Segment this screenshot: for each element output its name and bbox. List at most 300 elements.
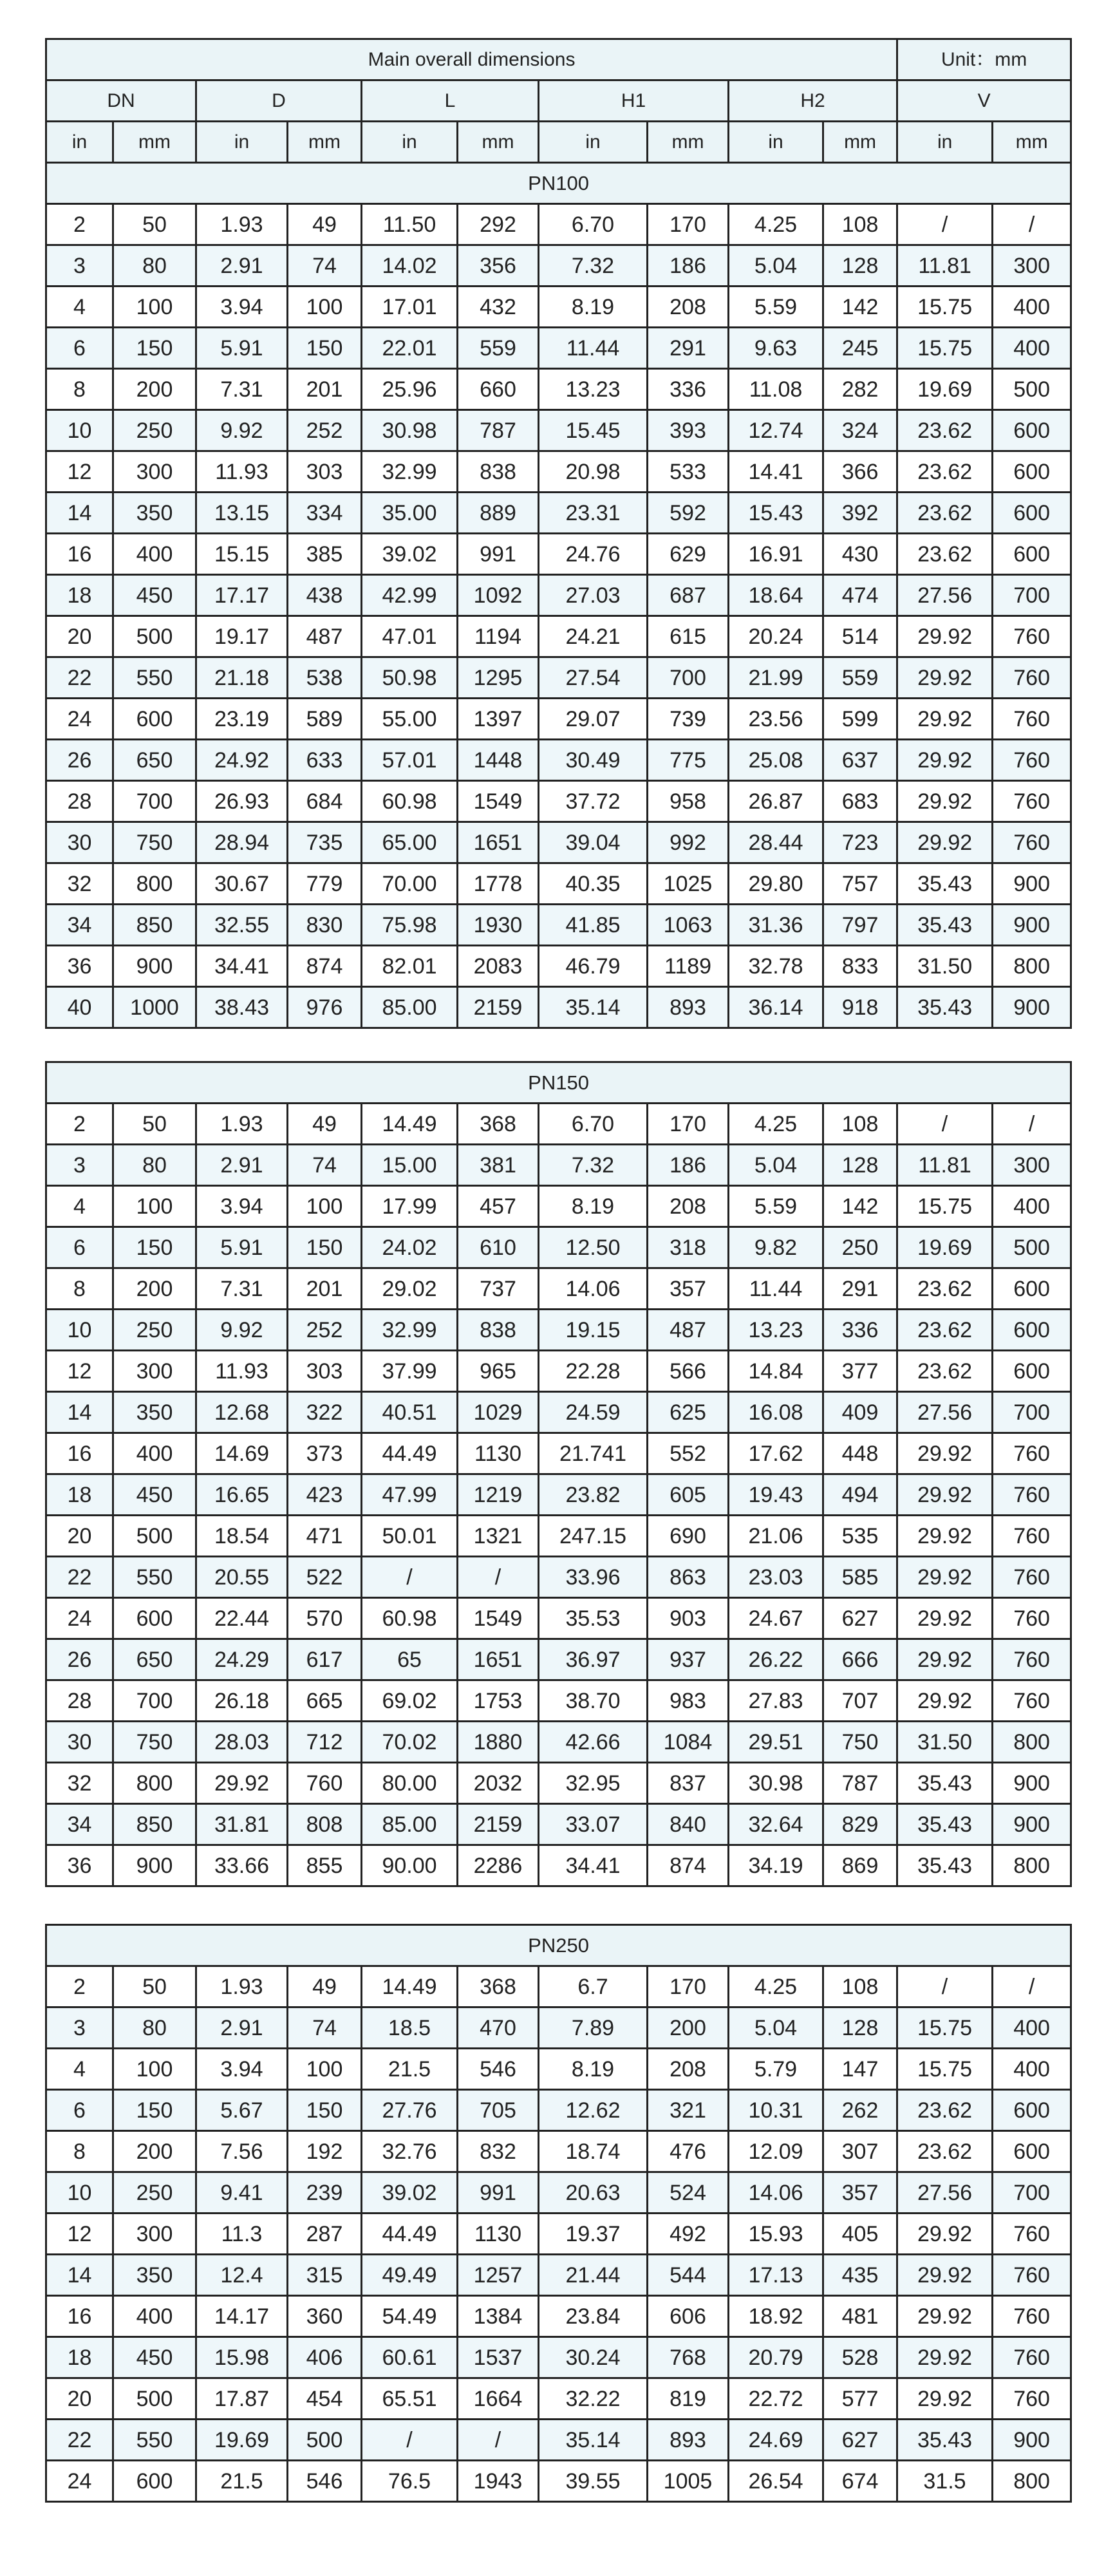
table-cell: 800 bbox=[993, 946, 1071, 987]
table-cell: 760 bbox=[993, 740, 1071, 781]
table-cell: 16.65 bbox=[196, 1474, 288, 1516]
table-cell: 500 bbox=[993, 1227, 1071, 1268]
table-cell: 50 bbox=[113, 204, 196, 245]
table-cell: 30.24 bbox=[539, 2337, 648, 2378]
table-cell: 700 bbox=[113, 1680, 196, 1722]
table-cell: 10 bbox=[46, 2172, 113, 2214]
table-cell: 787 bbox=[458, 410, 539, 451]
table-cell: 2032 bbox=[458, 1763, 539, 1804]
table-cell: 300 bbox=[113, 2214, 196, 2255]
table-cell: 29.92 bbox=[897, 781, 993, 822]
table-cell: 18.92 bbox=[729, 2296, 823, 2337]
table-cell: 869 bbox=[823, 1845, 897, 1886]
table-cell: 19.43 bbox=[729, 1474, 823, 1516]
table-cell: 1000 bbox=[113, 987, 196, 1028]
table-cell: 26.54 bbox=[729, 2461, 823, 2502]
table-cell: 494 bbox=[823, 1474, 897, 1516]
table-cell: 366 bbox=[823, 451, 897, 493]
table-cell: 150 bbox=[288, 1227, 362, 1268]
table-cell: 1257 bbox=[458, 2255, 539, 2296]
table-cell: 474 bbox=[823, 575, 897, 616]
table-cell: 39.02 bbox=[362, 2172, 458, 2214]
table-cell: 760 bbox=[993, 822, 1071, 863]
table-cell: 74 bbox=[288, 245, 362, 287]
table-cell: 26.87 bbox=[729, 781, 823, 822]
table-cell: 16 bbox=[46, 2296, 113, 2337]
table-cell: 760 bbox=[993, 2255, 1071, 2296]
table-cell: 20.79 bbox=[729, 2337, 823, 2378]
table-row bbox=[46, 1557, 1071, 1598]
table-cell: 1448 bbox=[458, 740, 539, 781]
table-cell: 2159 bbox=[458, 987, 539, 1028]
table-cell: 29.92 bbox=[897, 1680, 993, 1722]
table-cell: 128 bbox=[823, 245, 897, 287]
unit-header: in bbox=[46, 122, 113, 163]
table-cell: 357 bbox=[648, 1268, 729, 1310]
table-cell: 4.25 bbox=[729, 1104, 823, 1145]
table-cell: 874 bbox=[288, 946, 362, 987]
table-cell: 650 bbox=[113, 1639, 196, 1680]
table-cell: 150 bbox=[113, 1227, 196, 1268]
table-cell: 39.02 bbox=[362, 534, 458, 575]
table-cell: 768 bbox=[648, 2337, 729, 2378]
table-cell: 900 bbox=[113, 1845, 196, 1886]
table-row bbox=[46, 1433, 1071, 1474]
table-cell: 800 bbox=[993, 1845, 1071, 1886]
table-cell: / bbox=[897, 1966, 993, 2007]
table-cell: 200 bbox=[648, 2007, 729, 2049]
unit-header: mm bbox=[823, 122, 897, 163]
table-cell: 40.35 bbox=[539, 863, 648, 905]
table-cell: 830 bbox=[288, 905, 362, 946]
table-cell: 30.49 bbox=[539, 740, 648, 781]
table-cell: 600 bbox=[113, 699, 196, 740]
table-cell: 400 bbox=[993, 328, 1071, 369]
table-cell: 1025 bbox=[648, 863, 729, 905]
table-row bbox=[46, 1966, 1071, 2007]
table-cell: 633 bbox=[288, 740, 362, 781]
table-cell: 14.06 bbox=[539, 1268, 648, 1310]
table-cell: 26.22 bbox=[729, 1639, 823, 1680]
table-cell: 74 bbox=[288, 2007, 362, 2049]
table-row bbox=[46, 2131, 1071, 2172]
table-cell: 19.15 bbox=[539, 1310, 648, 1351]
table-cell: 108 bbox=[823, 1104, 897, 1145]
table-cell: 27.76 bbox=[362, 2090, 458, 2131]
table-cell: 600 bbox=[993, 534, 1071, 575]
table-cell: 15.93 bbox=[729, 2214, 823, 2255]
table-cell: 550 bbox=[113, 1557, 196, 1598]
table-row bbox=[46, 369, 1071, 410]
table-cell: 40 bbox=[46, 987, 113, 1028]
table-cell: 31.50 bbox=[897, 1722, 993, 1763]
table-cell: 100 bbox=[288, 287, 362, 328]
table-row bbox=[46, 2172, 1071, 2214]
table-row bbox=[46, 451, 1071, 493]
table-cell: 1029 bbox=[458, 1392, 539, 1433]
table-cell: 6.70 bbox=[539, 1104, 648, 1145]
table-cell: 1651 bbox=[458, 1639, 539, 1680]
table-cell: 5.67 bbox=[196, 2090, 288, 2131]
table-cell: 1880 bbox=[458, 1722, 539, 1763]
table-cell: 874 bbox=[648, 1845, 729, 1886]
table-cell: 15.75 bbox=[897, 328, 993, 369]
table-cell: 606 bbox=[648, 2296, 729, 2337]
table-cell: 6 bbox=[46, 2090, 113, 2131]
table-cell: 36 bbox=[46, 946, 113, 987]
table-row bbox=[46, 1804, 1071, 1845]
table-cell: 8.19 bbox=[539, 1186, 648, 1227]
table-cell: 800 bbox=[113, 863, 196, 905]
table-cell: 322 bbox=[288, 1392, 362, 1433]
table-cell: 21.5 bbox=[362, 2049, 458, 2090]
table-cell: 4 bbox=[46, 287, 113, 328]
table-cell: 1092 bbox=[458, 575, 539, 616]
table-cell: 85.00 bbox=[362, 987, 458, 1028]
unit-header: in bbox=[539, 122, 648, 163]
table-cell: 991 bbox=[458, 2172, 539, 2214]
table-cell: 570 bbox=[288, 1598, 362, 1639]
table-cell: 600 bbox=[993, 2090, 1071, 2131]
table-cell: 60.61 bbox=[362, 2337, 458, 2378]
table-cell: 22.28 bbox=[539, 1351, 648, 1392]
table-cell: 712 bbox=[288, 1722, 362, 1763]
table-cell: 900 bbox=[993, 987, 1071, 1028]
table-cell: 42.66 bbox=[539, 1722, 648, 1763]
table-cell: 29.92 bbox=[897, 616, 993, 657]
table-cell: 35.43 bbox=[897, 1804, 993, 1845]
table-cell: 170 bbox=[648, 204, 729, 245]
table-cell: 373 bbox=[288, 1433, 362, 1474]
table-cell: 142 bbox=[823, 1186, 897, 1227]
table-cell: 381 bbox=[458, 1145, 539, 1186]
table-cell: 2.91 bbox=[196, 2007, 288, 2049]
table-cell: / bbox=[993, 1104, 1071, 1145]
table-cell: 6 bbox=[46, 328, 113, 369]
table-cell: 170 bbox=[648, 1966, 729, 2007]
table-cell: 30 bbox=[46, 822, 113, 863]
table-cell: 430 bbox=[823, 534, 897, 575]
table-cell: 35.43 bbox=[897, 1763, 993, 1804]
table-cell: 9.63 bbox=[729, 328, 823, 369]
table-cell: 760 bbox=[993, 616, 1071, 657]
table-cell: 76.5 bbox=[362, 2461, 458, 2502]
table-cell: 35.14 bbox=[539, 2420, 648, 2461]
table-cell: 1189 bbox=[648, 946, 729, 987]
table-cell: 11.93 bbox=[196, 451, 288, 493]
table-cell: 690 bbox=[648, 1516, 729, 1557]
table-row bbox=[46, 1763, 1071, 1804]
table-cell: 32.22 bbox=[539, 2378, 648, 2420]
table-cell: 35.43 bbox=[897, 905, 993, 946]
table-cell: 35.43 bbox=[897, 987, 993, 1028]
table-cell: 65.00 bbox=[362, 822, 458, 863]
table-cell: 8 bbox=[46, 1268, 113, 1310]
table-cell: 1219 bbox=[458, 1474, 539, 1516]
table-cell: 900 bbox=[993, 1763, 1071, 1804]
table-cell: 7.32 bbox=[539, 245, 648, 287]
table-cell: 760 bbox=[993, 657, 1071, 699]
table-cell: 23.62 bbox=[897, 1268, 993, 1310]
table-cell: 400 bbox=[113, 534, 196, 575]
table-cell: 33.07 bbox=[539, 1804, 648, 1845]
table-cell: 544 bbox=[648, 2255, 729, 2296]
dimensions-table-pn250 bbox=[45, 1924, 1072, 2503]
table-cell: 760 bbox=[993, 2296, 1071, 2337]
table-cell: 23.19 bbox=[196, 699, 288, 740]
unit-header: mm bbox=[288, 122, 362, 163]
table-cell: 937 bbox=[648, 1639, 729, 1680]
table-cell: 559 bbox=[823, 657, 897, 699]
table-cell: 2 bbox=[46, 204, 113, 245]
table-row bbox=[46, 287, 1071, 328]
table-cell: 528 bbox=[823, 2337, 897, 2378]
table-cell: 406 bbox=[288, 2337, 362, 2378]
table-cell: 34 bbox=[46, 1804, 113, 1845]
table-cell: 5.04 bbox=[729, 1145, 823, 1186]
table-cell: 65 bbox=[362, 1639, 458, 1680]
table-cell: 24.92 bbox=[196, 740, 288, 781]
table-cell: 6.70 bbox=[539, 204, 648, 245]
table-cell: 39.04 bbox=[539, 822, 648, 863]
table-cell: 760 bbox=[993, 2337, 1071, 2378]
table-cell: 16.91 bbox=[729, 534, 823, 575]
table-cell: 3 bbox=[46, 245, 113, 287]
table-cell: 10.31 bbox=[729, 2090, 823, 2131]
table-cell: 23.62 bbox=[897, 2131, 993, 2172]
table-cell: 8.19 bbox=[539, 2049, 648, 2090]
table-cell: 14.02 bbox=[362, 245, 458, 287]
table-row bbox=[46, 1639, 1071, 1680]
table-cell: 32.78 bbox=[729, 946, 823, 987]
table-cell: 37.99 bbox=[362, 1351, 458, 1392]
table-cell: / bbox=[897, 204, 993, 245]
table-cell: 32 bbox=[46, 863, 113, 905]
table-cell: 991 bbox=[458, 534, 539, 575]
table-cell: 55.00 bbox=[362, 699, 458, 740]
table-cell: 27.03 bbox=[539, 575, 648, 616]
table-cell: 186 bbox=[648, 1145, 729, 1186]
table-cell: 10 bbox=[46, 1310, 113, 1351]
table-cell: 5.59 bbox=[729, 287, 823, 328]
table-cell: 30.67 bbox=[196, 863, 288, 905]
table-cell: 30 bbox=[46, 1722, 113, 1763]
table-cell: 550 bbox=[113, 2420, 196, 2461]
table-cell: 14.17 bbox=[196, 2296, 288, 2337]
unit-header: mm bbox=[648, 122, 729, 163]
table-cell: 760 bbox=[993, 1598, 1071, 1639]
table-cell: 760 bbox=[993, 1474, 1071, 1516]
table-cell: 20 bbox=[46, 616, 113, 657]
table-cell: 600 bbox=[993, 493, 1071, 534]
table-cell: 69.02 bbox=[362, 1680, 458, 1722]
table-cell: 80 bbox=[113, 2007, 196, 2049]
table-cell: 9.92 bbox=[196, 410, 288, 451]
table-row bbox=[46, 1227, 1071, 1268]
table-cell: 5.91 bbox=[196, 328, 288, 369]
table-cell: 44.49 bbox=[362, 2214, 458, 2255]
table-cell: 958 bbox=[648, 781, 729, 822]
table-cell: 15.15 bbox=[196, 534, 288, 575]
table-cell: 13.15 bbox=[196, 493, 288, 534]
table-cell: 100 bbox=[288, 2049, 362, 2090]
table-cell: 28.94 bbox=[196, 822, 288, 863]
table-cell: 976 bbox=[288, 987, 362, 1028]
table-cell: 321 bbox=[648, 2090, 729, 2131]
table-cell: 32.76 bbox=[362, 2131, 458, 2172]
table-cell: 2159 bbox=[458, 1804, 539, 1845]
table-cell: 617 bbox=[288, 1639, 362, 1680]
table-cell: 29.92 bbox=[897, 1516, 993, 1557]
table-cell: 31.50 bbox=[897, 946, 993, 987]
table-cell: 829 bbox=[823, 1804, 897, 1845]
group-header-dn: DN bbox=[46, 80, 196, 122]
table-cell: 360 bbox=[288, 2296, 362, 2337]
table-cell: 438 bbox=[288, 575, 362, 616]
table-cell: 450 bbox=[113, 575, 196, 616]
table-cell: 600 bbox=[993, 410, 1071, 451]
table-cell: 28.03 bbox=[196, 1722, 288, 1763]
table-cell: 20.98 bbox=[539, 451, 648, 493]
table-cell: 18.64 bbox=[729, 575, 823, 616]
table-cell: 20.55 bbox=[196, 1557, 288, 1598]
table-cell: 21.5 bbox=[196, 2461, 288, 2502]
table-row bbox=[46, 2378, 1071, 2420]
table-cell: 26.18 bbox=[196, 1680, 288, 1722]
table-cell: 201 bbox=[288, 1268, 362, 1310]
table-cell: 50 bbox=[113, 1104, 196, 1145]
table-cell: 700 bbox=[993, 575, 1071, 616]
table-cell: 307 bbox=[823, 2131, 897, 2172]
table-cell: 208 bbox=[648, 1186, 729, 1227]
table-cell: 34 bbox=[46, 905, 113, 946]
table-cell: 16.08 bbox=[729, 1392, 823, 1433]
table-cell: 23.62 bbox=[897, 2090, 993, 2131]
table-cell: 37.72 bbox=[539, 781, 648, 822]
table-cell: 247.15 bbox=[539, 1516, 648, 1557]
table-cell: 524 bbox=[648, 2172, 729, 2214]
table-cell: 855 bbox=[288, 1845, 362, 1886]
table-cell: 1005 bbox=[648, 2461, 729, 2502]
table-cell: 46.79 bbox=[539, 946, 648, 987]
table-cell: 14.84 bbox=[729, 1351, 823, 1392]
table-cell: 800 bbox=[113, 1763, 196, 1804]
table-cell: 684 bbox=[288, 781, 362, 822]
table-cell: 3 bbox=[46, 2007, 113, 2049]
table-cell: 192 bbox=[288, 2131, 362, 2172]
table-cell: 1130 bbox=[458, 2214, 539, 2255]
section-label-pn250: PN250 bbox=[46, 1925, 1071, 1966]
table-cell: 392 bbox=[823, 493, 897, 534]
table-cell: 31.5 bbox=[897, 2461, 993, 2502]
table-cell: 605 bbox=[648, 1474, 729, 1516]
table-cell: 12.68 bbox=[196, 1392, 288, 1433]
table-cell: 18 bbox=[46, 1474, 113, 1516]
table-row bbox=[46, 1145, 1071, 1186]
table-cell: 3.94 bbox=[196, 2049, 288, 2090]
table-row bbox=[46, 534, 1071, 575]
table-cell: 12 bbox=[46, 2214, 113, 2255]
table-cell: 423 bbox=[288, 1474, 362, 1516]
table-cell: 28.44 bbox=[729, 822, 823, 863]
table-cell: 324 bbox=[823, 410, 897, 451]
table-cell: 665 bbox=[288, 1680, 362, 1722]
table-cell: 25.96 bbox=[362, 369, 458, 410]
table-cell: 356 bbox=[458, 245, 539, 287]
table-cell: 900 bbox=[993, 905, 1071, 946]
table-cell: 36.14 bbox=[729, 987, 823, 1028]
table-cell: 3.94 bbox=[196, 1186, 288, 1227]
table-cell: 700 bbox=[993, 1392, 1071, 1433]
table-cell: 12 bbox=[46, 1351, 113, 1392]
table-cell: 200 bbox=[113, 369, 196, 410]
table-cell: 615 bbox=[648, 616, 729, 657]
table-cell: 35.43 bbox=[897, 863, 993, 905]
table-cell: 42.99 bbox=[362, 575, 458, 616]
table-cell: 100 bbox=[288, 1186, 362, 1227]
table-cell: 90.00 bbox=[362, 1845, 458, 1886]
table-cell: 760 bbox=[993, 1680, 1071, 1722]
table-cell: 17.62 bbox=[729, 1433, 823, 1474]
table-cell: 147 bbox=[823, 2049, 897, 2090]
table-cell: 566 bbox=[648, 1351, 729, 1392]
table-cell: 54.49 bbox=[362, 2296, 458, 2337]
table-cell: 44.49 bbox=[362, 1433, 458, 1474]
table-cell: 15.75 bbox=[897, 2007, 993, 2049]
table-cell: 893 bbox=[648, 987, 729, 1028]
table-cell: 600 bbox=[113, 1598, 196, 1639]
table-cell: 29.92 bbox=[196, 1763, 288, 1804]
table-cell: 150 bbox=[113, 2090, 196, 2131]
table-cell: 600 bbox=[993, 1351, 1071, 1392]
table-cell: 33.96 bbox=[539, 1557, 648, 1598]
table-cell: 291 bbox=[648, 328, 729, 369]
table-cell: 723 bbox=[823, 822, 897, 863]
table-cell: 600 bbox=[993, 1268, 1071, 1310]
table-cell: 775 bbox=[648, 740, 729, 781]
table-cell: 11.50 bbox=[362, 204, 458, 245]
table-row bbox=[46, 781, 1071, 822]
table-row bbox=[46, 2214, 1071, 2255]
table-cell: 49 bbox=[288, 204, 362, 245]
table-cell: 400 bbox=[113, 2296, 196, 2337]
table-cell: 18 bbox=[46, 575, 113, 616]
table-row bbox=[46, 1516, 1071, 1557]
table-row bbox=[46, 987, 1071, 1028]
table-cell: 14 bbox=[46, 1392, 113, 1433]
table-cell: 19.69 bbox=[196, 2420, 288, 2461]
table-cell: 9.92 bbox=[196, 1310, 288, 1351]
table-cell: 36.97 bbox=[539, 1639, 648, 1680]
table-cell: 23.56 bbox=[729, 699, 823, 740]
table-cell: 150 bbox=[113, 328, 196, 369]
group-header-v: V bbox=[897, 80, 1071, 122]
unit-header: in bbox=[729, 122, 823, 163]
table-cell: 400 bbox=[993, 2049, 1071, 2090]
table-cell: 26.93 bbox=[196, 781, 288, 822]
table-cell: 903 bbox=[648, 1598, 729, 1639]
table-cell: 100 bbox=[113, 1186, 196, 1227]
table-cell: 739 bbox=[648, 699, 729, 740]
table-cell: 60.98 bbox=[362, 781, 458, 822]
table-cell: 208 bbox=[648, 287, 729, 328]
table-cell: 15.75 bbox=[897, 287, 993, 328]
table-cell: 336 bbox=[823, 1310, 897, 1351]
table-cell: 39.55 bbox=[539, 2461, 648, 2502]
table-cell: 393 bbox=[648, 410, 729, 451]
table-cell: 47.01 bbox=[362, 616, 458, 657]
table-cell: 16 bbox=[46, 534, 113, 575]
